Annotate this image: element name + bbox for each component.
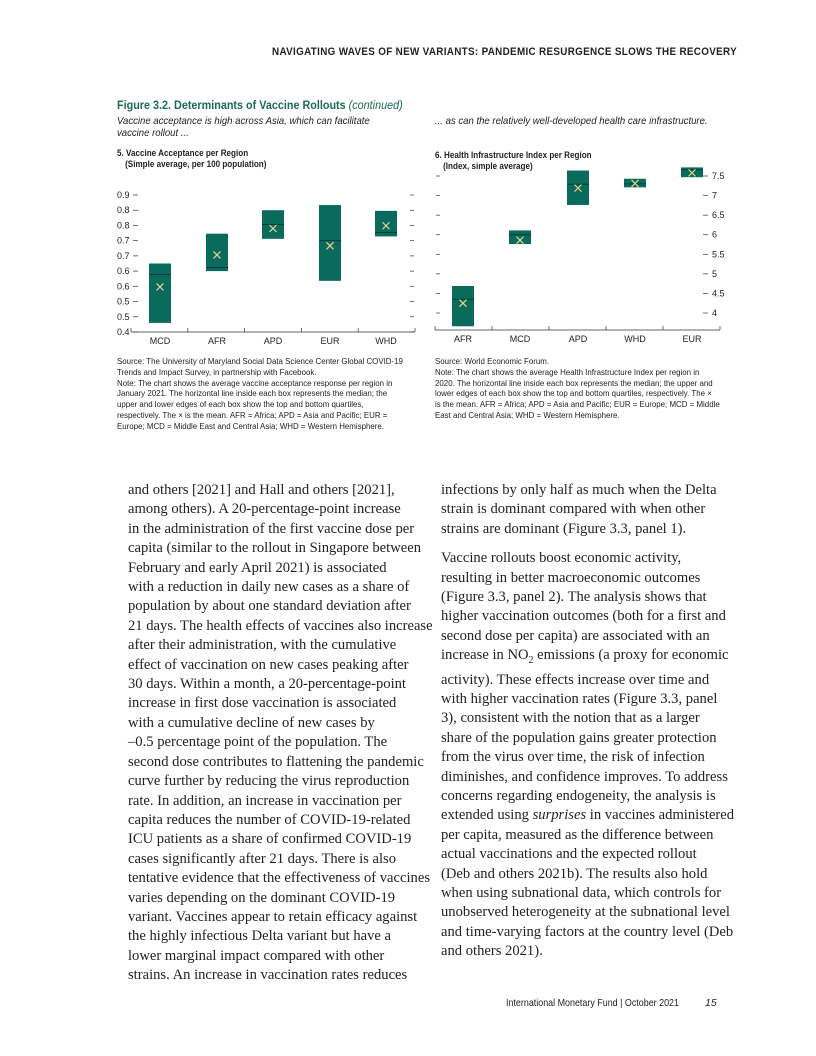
box-mcd [509,230,531,244]
text-line: with higher vaccination rates (Figure 3.3, panel [441,690,718,707]
paragraph [441,481,734,539]
text-line: 30 days. Within a month, a 20-percentage-point [128,676,406,693]
x-category-label: AFR [454,334,472,344]
x-category-label: WHD [375,336,397,346]
text-line: cases significantly after 21 days. There is also [128,850,397,867]
y-tick-label: 0.9 [117,190,130,200]
panel5-title-text: 5. Vaccine Acceptance per Region [117,148,249,158]
figure-title-text: Figure 3.2. Determinants of Vaccine Rollouts [117,98,346,112]
text-line: with a cumulative decline of new cases by [128,714,375,731]
text-line: among others). A 20-percentage-point increase [128,501,401,518]
text-line: and time-varying factors at the country level (Deb [441,923,734,940]
y-tick-label: 5 [712,268,718,279]
text-line: the highly infectious Delta variant but have a [128,928,392,945]
figure-title-suffix: (continued) [348,98,403,112]
note-line: Source: The University of Maryland Social Data Science Center Global COVID-19 [117,356,403,366]
x-category-label: EUR [682,334,702,344]
text-line: rate. In addition, an increase in vaccination per [128,792,402,809]
x-category-label: APD [568,334,588,344]
text-line: –0.5 percentage point of the population. The [128,734,388,751]
x-category-label: MCD [149,336,171,346]
text-line: ICU patients as a share of confirmed COVID-19 [128,831,412,848]
paragraph [128,481,433,986]
text-fragment: emissions (a proxy for economic [533,647,729,664]
note-line: lower edges of each box show the top and bottom quartiles, respectively. The × [435,388,712,399]
y-tick-label: 6.5 [712,210,725,221]
text-line: curve further by reducing the virus reproduction [128,773,410,790]
note-line: Europe; MCD = Middle East and Central Asia; WHD = Western Hemisphere. [117,420,385,431]
y-tick-label: 0.4 [117,327,130,337]
text-line: activity). These effects increase over time and [441,671,710,688]
text-line: strains. An increase in vaccination rates reduces [128,967,408,984]
text-line: second dose contributes to flattening the pandemic [128,753,424,770]
text-line: per capita, measured as the difference between [441,826,714,843]
y-tick-label: 0.7 [117,250,130,261]
text-line: when using subnational data, which controls for [441,885,722,902]
left-subtitle: Vaccine acceptance is high across Asia, which can facilitate vaccine rollout ... [117,116,370,139]
text-line [441,646,734,670]
y-tick-label: 4 [712,308,718,318]
note-line: respectively. The × is the mean. AFR = Africa; APD = Asia and Pacific; EUR = [117,409,388,420]
note-line: East and Central Asia; WHD = Western Hemisphere. [435,409,620,420]
box-afr [452,286,474,326]
health-infrastructure-chart [0,0,816,360]
text-fragment: extended using [441,807,533,824]
text-line: diminishes, and confidence improves. To address [441,768,728,785]
note-line: Note: The chart shows the average Health Infrastructure Index per region in [435,366,700,377]
text-line: second dose per capita) are associated with an [441,627,710,644]
x-category-label: APD [263,336,283,346]
text-line: higher vaccination outcomes (both for a first and [441,608,726,625]
text-line: from the virus over time, the risk of infection [441,749,705,766]
note-line: upper and lower edges of each box show the top and bottom quartiles, [117,399,364,410]
y-tick-label: 0.7 [117,235,130,246]
footer-publisher: International Monetary Fund | October 2021 [506,997,679,1009]
y-tick-label: 0.6 [117,266,130,277]
panel6-title-text: 6. Health Infrastructure Index per Region [435,150,592,160]
text-line [441,806,734,825]
note-line: 2020. The horizontal line inside each box represents the median; the upper and [435,377,713,388]
y-tick-label: 0.8 [117,220,130,231]
text-line: varies depending on the dominant COVID-19 [128,889,396,906]
text-fragment: increase in NO [441,647,529,664]
text-line: population by about one standard deviation after [128,598,411,615]
text-line: share of the population gains greater protection [441,729,717,746]
y-tick-label: 4.5 [712,288,725,299]
text-line: concerns regarding endogeneity, the analysis is [441,788,716,804]
note-line: January 2021. The horizontal line inside each box represents the median; the [117,388,388,399]
text-line: resulting in better macroeconomic outcomes [441,569,701,586]
right-source-note [435,356,720,421]
text-line: (Figure 3.3, panel 2). The analysis shows that [441,589,707,606]
text-line: February and early April 2021) is associated [128,559,387,576]
x-category-label: AFR [208,336,226,346]
text-line: unobserved heterogeneity at the subnational level [441,904,730,921]
y-tick-label: 0.6 [117,281,130,292]
text-line: and others 2021). [441,943,543,960]
note-line: is the mean. AFR = Africa; APD = Asia and Pacific; EUR = Europe; MCD = Middle [435,399,720,410]
text-line: tentative evidence that the effectiveness of vaccines [128,870,431,887]
text-line: and others [2021] and Hall and others [2021], [128,482,395,498]
x-category-label: WHD [624,334,646,344]
y-tick-label: 7.5 [712,171,725,181]
right-subtitle: ... as can the relatively well-developed health care infrastructure. [435,116,708,127]
text-line: capita (similar to the rollout in Singapore between [128,540,422,557]
text-line: 3), consistent with the notion that as a larger [441,710,700,727]
text-line: actual vaccinations and the expected rollout [441,846,697,863]
text-line: effect of vaccination on new cases peaking after [128,656,409,673]
x-category-label: MCD [509,334,531,344]
text-line: after their administration, with the cumulative [128,637,397,654]
text-line: with a reduction in daily new cases as a share of [128,579,410,596]
text-line: Vaccine rollouts boost economic activity, [441,550,682,567]
y-tick-label: 7 [712,190,718,201]
panel5-subtitle: (Simple average, per 100 population) [125,159,267,169]
text-line: variant. Vaccines appear to retain efficacy against [128,908,418,925]
right-column [441,481,734,972]
text-line: strains are dominant (Figure 3.3, panel 1). [441,520,687,537]
text-line: infections by only half as much when the Delta [441,482,717,498]
text-line: capita reduces the number of COVID-19-related [128,811,411,828]
note-line: Trends and Impact Survey, in partnership with Facebook. [117,366,317,377]
left-source-note [117,356,403,432]
y-tick-label: 0.5 [117,296,130,307]
note-line: Note: The chart shows the average vaccine acceptance response per region in [117,377,393,388]
text-fragment: in vaccines administered [586,807,735,824]
panel6-subtitle: (Index, simple average) [443,161,533,171]
text-line: increase in first dose vaccination is associated [128,695,397,712]
left-column [128,481,433,996]
text-line: in the administration of the first vaccine dose per [128,520,415,537]
page-number: 15 [705,997,717,1009]
x-category-label: EUR [320,336,340,346]
text-line: strain is dominant compared with when other [441,501,706,518]
subscript: 2 [528,655,534,667]
y-tick-label: 0.5 [117,311,130,322]
y-tick-label: 6 [712,229,718,240]
emphasis: surprises [532,807,587,824]
note-line: Source: World Economic Forum. [435,356,550,366]
text-line: (Deb and others 2021b). The results also hold [441,865,708,882]
y-tick-label: 0.8 [117,205,130,216]
text-line: lower marginal impact compared with other [128,947,385,964]
text-line: 21 days. The health effects of vaccines also increase [128,617,433,634]
y-tick-label: 5.5 [712,249,725,260]
running-head: NAVIGATING WAVES OF NEW VARIANTS: PANDEMIC RESURGENCE SLOWS THE RECOVERY [272,46,737,58]
paragraph [441,549,734,961]
